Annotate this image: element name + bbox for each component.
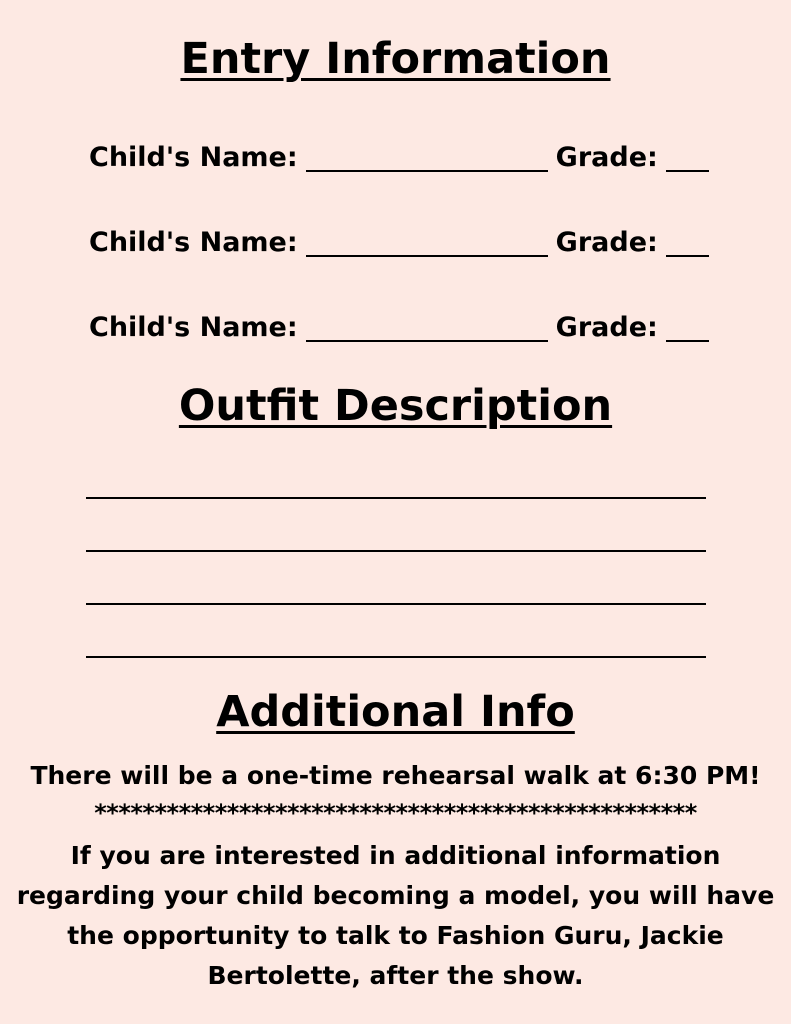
star-separator: **************************************************: [94, 799, 697, 827]
additional-info-paragraph: If you are interested in additional information regarding your child becoming a model, you will have the opportunity to talk to Fashion Guru, Jackie Bertolette, after the show.: [16, 841, 775, 990]
child-entry-row: [89, 308, 729, 348]
child-entry-row: [89, 223, 729, 263]
outfit-description-line[interactable]: [86, 603, 706, 605]
outfit-description-line[interactable]: [86, 497, 706, 499]
child-name-label: Child's Name:: [89, 227, 298, 258]
child-name-label: Child's Name:: [89, 312, 298, 343]
child-entry-row: [89, 138, 729, 178]
additional-info-heading: Additional Info: [216, 687, 575, 737]
child-name-blank[interactable]: [306, 310, 548, 342]
grade-blank[interactable]: [666, 310, 709, 342]
child-name-label: Child's Name:: [89, 142, 298, 173]
grade-blank[interactable]: [666, 225, 709, 257]
child-name-blank[interactable]: [306, 225, 548, 257]
outfit-description-heading: Outfit Description: [178, 381, 613, 431]
grade-blank[interactable]: [666, 140, 709, 172]
outfit-description-line[interactable]: [86, 550, 706, 552]
grade-label: Grade:: [555, 227, 658, 258]
grade-label: Grade:: [555, 312, 658, 343]
rehearsal-notice: There will be a one-time rehearsal walk at 6:30 PM!: [30, 761, 761, 790]
child-name-blank[interactable]: [306, 140, 548, 172]
grade-label: Grade:: [555, 142, 658, 173]
entry-information-heading: Entry Information: [180, 34, 611, 84]
outfit-description-line[interactable]: [86, 656, 706, 658]
